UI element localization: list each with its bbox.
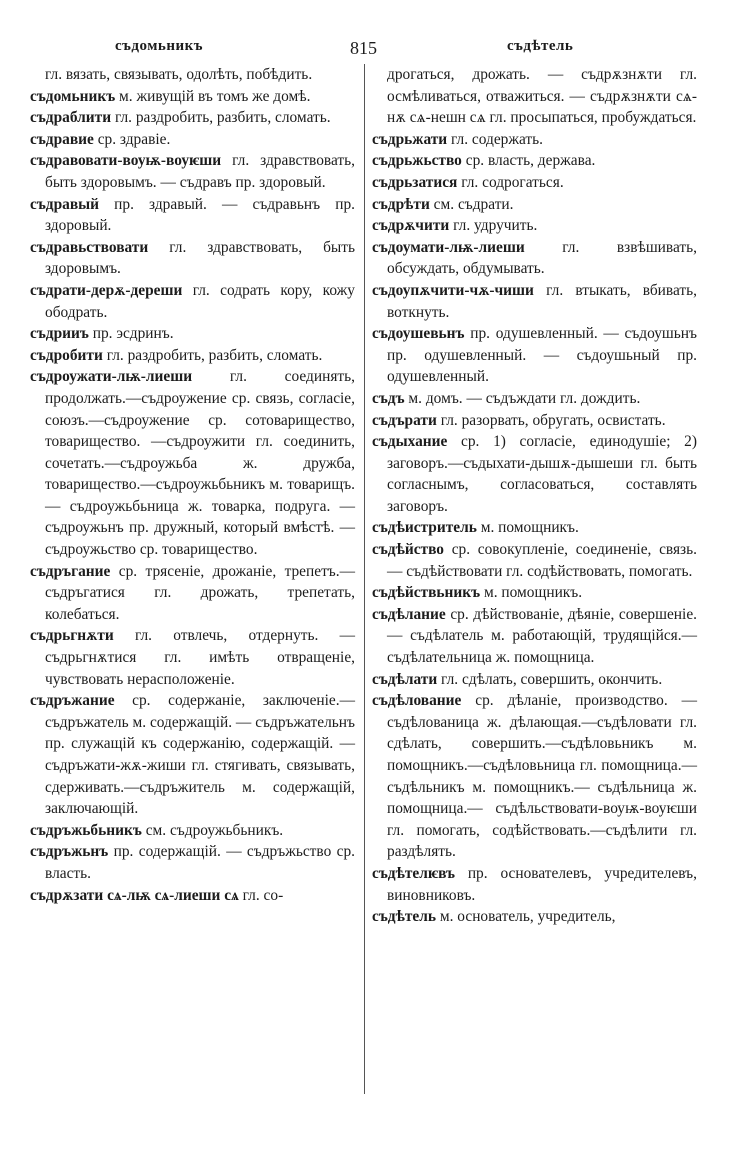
entry-definition: м. живущій въ томъ же домѣ.: [115, 87, 311, 105]
column-divider: [364, 64, 365, 1094]
headword: съдрьжьство: [372, 152, 462, 170]
headword: съдравовати-воуѭ-воуѥши: [30, 152, 222, 170]
dictionary-entry: [30, 345, 355, 367]
entry-definition: м. домъ. — съдъждати гл. дождить.: [404, 389, 641, 407]
headword: съдъ: [372, 389, 405, 407]
dictionary-entry: [372, 517, 697, 539]
headword: съдоушевьнъ: [372, 325, 465, 343]
headword: съдоупѫчити-чѫ-чиши: [372, 281, 534, 299]
page-header: [0, 38, 747, 62]
entry-definition: ср. содержаніе, заключеніе.—съдръжатель м. содержащій. — съдръжательнъ пр. служащій къ содержанію, содержащій. — съдръжати-жѫ-жиши гл. стягивать, связывать, сдерживать.—съдръжитель м. содержащій, заключающій.: [45, 692, 355, 818]
dictionary-entry: [30, 690, 355, 820]
dictionary-entry: [30, 107, 355, 129]
entry-definition: гл. со-: [238, 886, 284, 904]
dictionary-entry: [30, 64, 355, 86]
headword: съдрати-дерѫ-дереши: [30, 281, 183, 299]
dictionary-entry: [30, 129, 355, 151]
dictionary-entry: [372, 237, 697, 280]
entry-definition: гл. содрать кору, кожу ободрать.: [45, 281, 355, 321]
entry-definition: пр. основателевъ, учредителевъ, виновниковъ.: [387, 864, 697, 904]
entry-definition: гл. сдѣлать, совершить, окончить.: [437, 670, 663, 688]
dictionary-entry: [30, 86, 355, 108]
headword: съдрьгнѫти: [30, 627, 114, 645]
entry-definition: м. помощникъ.: [480, 584, 583, 602]
headword: съдрьзатися: [372, 173, 458, 191]
dictionary-entry: [30, 280, 355, 323]
entry-definition: гл. соединять, продолжать.—съдроужение ср. связь, согласіе, союзъ.—съдроужение ср. сотоварищество, товарищество. —съдроужити гл. соединить, сочетать.—съдроужьба ж. дружба, товарищество.—съдроужьбьникъ м. товарищъ. — съдроужьбьница ж. товарка, подруга. — съдроужьнъ пр. дружный, который вмѣстѣ. — съдроужьство ср. товарищество.: [45, 368, 355, 559]
dictionary-entry: [30, 625, 355, 690]
headword: съдравие: [30, 130, 94, 148]
dictionary-entry: [372, 431, 697, 517]
headword: съдѣлование: [372, 692, 462, 710]
entry-definition: ср. 1) согласіе, единодушіе; 2) заговоръ.—съдыхати-дышѫ-дышеши гл. быть согласнымъ, согласоваться, составлять заговоръ.: [387, 433, 697, 515]
dictionary-entry: [30, 237, 355, 280]
dictionary-entry: [372, 690, 697, 863]
headword: съдръжьнъ: [30, 843, 109, 861]
entry-definition: гл. разорвать, обругать, освистать.: [436, 411, 666, 429]
dictionary-entry: [30, 841, 355, 884]
dictionary-entry: [30, 820, 355, 842]
dictionary-entry: [372, 669, 697, 691]
headword: съдраблити: [30, 109, 112, 127]
dictionary-entry: [372, 215, 697, 237]
headword: съдѣтелѥвъ: [372, 864, 455, 882]
entry-definition: пр. содержащій. — съдръжьство ср. власть.: [45, 843, 355, 882]
dictionary-entry: [372, 194, 697, 216]
dictionary-entry: [372, 539, 697, 582]
header-left-guide-word: съдомьникъ: [115, 38, 204, 54]
entry-definition: гл. удручить.: [449, 217, 538, 235]
entry-definition: пр. эсдринъ.: [88, 325, 174, 343]
headword: съдыхание: [372, 433, 448, 451]
entry-definition: м. основатель, учредитель,: [436, 908, 616, 926]
dictionary-entry: [30, 885, 355, 907]
headword: съдрѫчити: [372, 217, 450, 235]
headword: съдѣйствьникъ: [372, 584, 481, 602]
entry-definition: гл. взвѣшивать, обсуждать, обдумывать.: [387, 238, 697, 278]
entry-definition: см. съдрати.: [429, 195, 514, 213]
dictionary-entry: [372, 172, 697, 194]
headword: съдѣлати: [372, 670, 438, 688]
dictionary-entry: [372, 582, 697, 604]
entry-definition: ср. совокупленіе, соединеніе, связь. — съдѣйствовати гл. содѣйствовать, помогать.: [387, 541, 697, 580]
headword: съдомьникъ: [30, 87, 116, 105]
headword: съдръжание: [30, 692, 115, 710]
entry-definition: м. помощникъ.: [476, 519, 579, 537]
dictionary-entry: [372, 280, 697, 323]
entry-definition: ср. дѣланіе, производство. — съдѣлованица ж. дѣлающая.—съдѣловати гл. сдѣлать, совершить.—съдѣловьникъ м. помощникъ.—съдѣловьница гл. помощница.—съдѣльникъ м. помощникъ.— съдѣльница ж. помощница.— съдѣльствовати-воуѭ-воуѥши гл. помогать, содѣйствовать.—съдѣлити гл. раздѣлять.: [387, 692, 697, 861]
headword: съдърати: [372, 411, 437, 429]
dictionary-entry: [372, 906, 697, 928]
dictionary-entry: [30, 323, 355, 345]
entry-definition: гл. раздробить, разбить, сломать.: [111, 109, 331, 127]
dictionary-entry: [372, 863, 697, 906]
entry-definition: ср. дѣйствованіе, дѣяніе, совершеніе. — съдѣлатель м. работающій, трудящійся.—съдѣлательница ж. помощница.: [387, 605, 697, 667]
headword: съдробити: [30, 346, 103, 364]
header-right-guide-word: съдѣтель: [507, 38, 574, 54]
entry-definition: гл. содрогаться.: [457, 173, 564, 191]
headword: съдръжьбьникъ: [30, 821, 142, 839]
entry-definition: см. съдроужьбьникъ.: [141, 821, 284, 839]
dictionary-entry: [30, 194, 355, 237]
entry-definition: пр. здравый. — съдравьнъ пр. здоровый.: [45, 195, 355, 235]
entry-definition: дрогаться, дрожать. — съдрѫзнѫти гл. осмѣливаться, отважиться. — съдрѫзнѫти сѧ-нѫ сѧ-нешн сѧ гл. просыпаться, пробуждаться.: [387, 66, 697, 127]
dictionary-entry: [372, 129, 697, 151]
dictionary-entry: [372, 410, 697, 432]
headword: съдрииъ: [30, 325, 89, 343]
headword: съдравьствовати: [30, 238, 149, 256]
dictionary-entry: [30, 366, 355, 560]
right-column: [372, 64, 697, 928]
dictionary-entry: [30, 561, 355, 626]
headword: съдѣтель: [372, 908, 436, 926]
dictionary-entry: [30, 150, 355, 193]
headword: съдоумати-лѭ-лиеши: [372, 238, 525, 256]
dictionary-entry: [372, 64, 697, 129]
entry-definition: гл. раздробить, разбить, сломать.: [102, 346, 323, 364]
left-column: [30, 64, 355, 906]
headword: съдѣйство: [372, 541, 444, 559]
headword: съдръгание: [30, 562, 111, 580]
entry-definition: гл. вязать, связывать, одолѣть, побѣдить.: [45, 66, 313, 83]
headword: съдѣлание: [372, 605, 446, 623]
headword: съдравый: [30, 195, 100, 213]
entry-definition: гл. отвлечь, отдернуть. —съдрьгнѫтися гл. имѣть отвращеніе, чувствовать нерасположеніе.: [45, 627, 355, 688]
headword: съдроужати-лѭ-лиеши: [30, 368, 193, 386]
headword: съдрѣти: [372, 195, 430, 213]
page-number: 815: [350, 38, 377, 58]
entry-definition: гл. втыкать, вбивать, воткнуть.: [387, 281, 697, 321]
dictionary-entry: [372, 323, 697, 388]
entry-definition: ср. здравіе.: [93, 130, 171, 148]
headword: съдрьжати: [372, 130, 448, 148]
entry-definition: ср. власть, держава.: [461, 152, 596, 170]
entry-definition: гл. здравствовать, быть здоровымъ. — съдравъ пр. здоровый.: [45, 152, 355, 191]
dictionary-entry: [372, 604, 697, 669]
entry-definition: ср. трясеніе, дрожаніе, трепетъ.—съдръгатися гл. дрожать, трепетать, колебаться.: [45, 562, 355, 623]
entry-definition: гл. содержать.: [447, 130, 544, 148]
dictionary-entry: [372, 388, 697, 410]
headword: съдѣистритель: [372, 519, 477, 537]
entry-definition: пр. одушевленный. — съдоушьнъ пр. одушевленный. — съдоушьный пр. одушевленный.: [387, 325, 697, 386]
entry-definition: гл. здравствовать, быть здоровымъ.: [45, 238, 355, 278]
headword: съдрѫзати сѧ-лѭ сѧ-лиеши сѧ: [30, 886, 239, 904]
dictionary-entry: [372, 150, 697, 172]
